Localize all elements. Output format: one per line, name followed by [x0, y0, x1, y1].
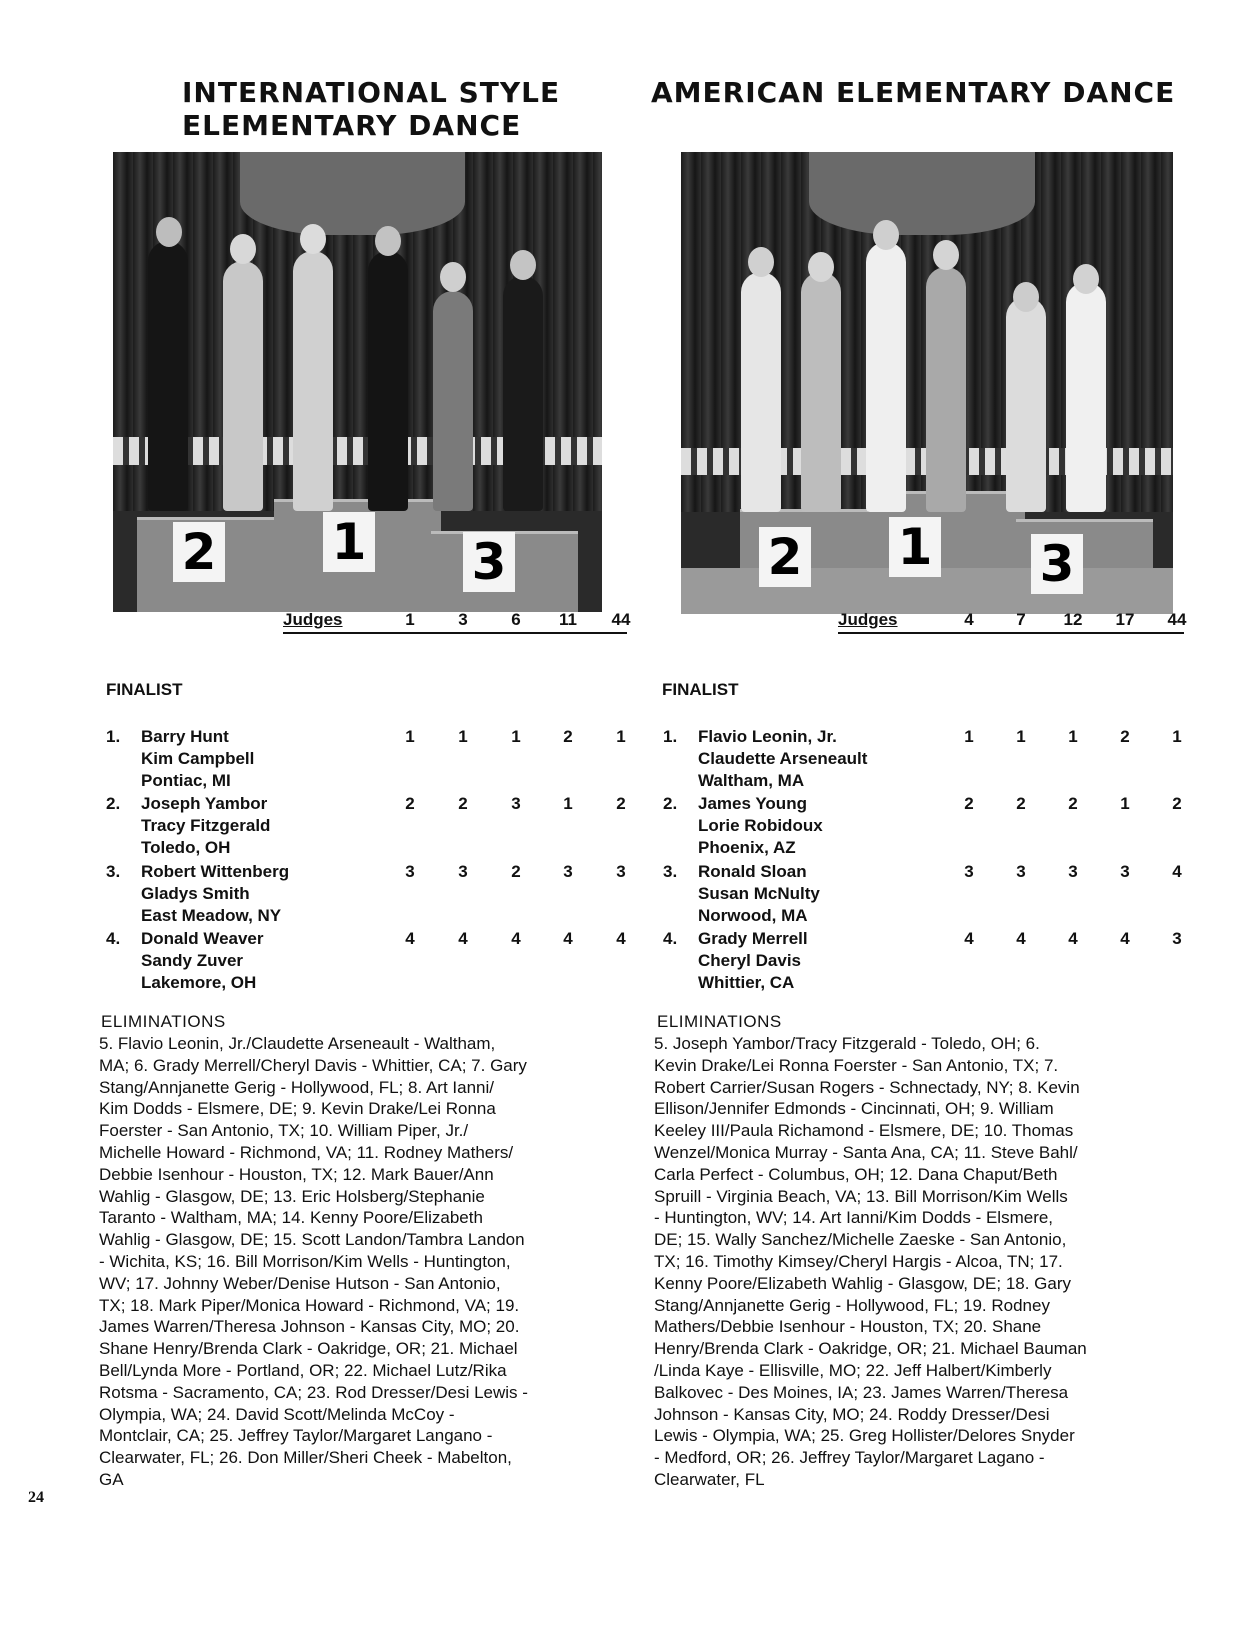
score: 1 — [964, 727, 974, 746]
finalist-location: East Meadow, NY — [141, 906, 282, 925]
finalist-location: Norwood, MA — [698, 906, 808, 925]
score: 4 — [563, 929, 573, 948]
elimination-line: Carla Perfect - Columbus, OH; 12. Dana Chaput/Beth — [654, 1164, 1058, 1184]
finalist-rank: 2. — [106, 794, 121, 813]
finalist-location: Whittier, CA — [698, 973, 795, 992]
finalist-partner: Lorie Robidoux — [698, 816, 823, 835]
judge-number: 12 — [1063, 610, 1083, 629]
score: 2 — [1172, 794, 1182, 813]
elimination-line: Keeley III/Paula Richamond - Elsmere, DE; 10. Thomas — [654, 1121, 1074, 1141]
elimination-line: Kevin Drake/Lei Ronna Foerster - San Antonio, TX; 7. — [654, 1055, 1059, 1075]
finalist-name: Grady Merrell — [698, 929, 808, 948]
score: 2 — [458, 794, 468, 813]
finalist-location: Waltham, MA — [698, 771, 805, 790]
elimination-line: Lewis - Olympia, WA; 25. Greg Hollister/Delores Snyder — [654, 1426, 1075, 1446]
score: 4 — [1172, 862, 1182, 881]
podium-number-first: 1 — [323, 512, 375, 572]
right-podium-photo — [681, 152, 1173, 614]
finalist-name: Ronald Sloan — [698, 862, 807, 881]
score: 4 — [964, 929, 974, 948]
score: 1 — [1120, 794, 1130, 813]
finalist-name: Donald Weaver — [141, 929, 264, 948]
judge-number: 11 — [559, 610, 577, 629]
elimination-line: Robert Carrier/Susan Rogers - Schnectady, NY; 8. Kevin — [654, 1077, 1080, 1097]
finalist-partner: Tracy Fitzgerald — [141, 816, 271, 835]
elimination-line: Wahlig - Glasgow, DE; 15. Scott Landon/Tambra Landon — [99, 1230, 525, 1250]
finalist-location: Lakemore, OH — [141, 973, 257, 992]
elimination-line: Rotsma - Sacramento, CA; 23. Rod Dresser/Desi Lewis - — [99, 1382, 528, 1402]
elimination-line: Foerster - San Antonio, TX; 10. William Piper, Jr./ — [99, 1121, 469, 1141]
elimination-line: 5. Joseph Yambor/Tracy Fitzgerald - Toledo, OH; 6. — [654, 1034, 1040, 1053]
elimination-line: - Medford, OR; 26. Jeffrey Taylor/Margaret Lagano - — [654, 1448, 1045, 1468]
elimination-line: Clearwater, FL — [654, 1469, 765, 1489]
left-podium-photo — [113, 152, 602, 612]
elimination-line: DE; 15. Wally Sanchez/Michelle Zaeske - San Antonio, — [654, 1230, 1067, 1250]
score: 2 — [1016, 794, 1026, 813]
elimination-line: Montclair, CA; 25. Jeffrey Taylor/Margaret Langano - — [99, 1426, 493, 1446]
score: 1 — [1172, 727, 1182, 746]
score: 3 — [405, 862, 415, 881]
elimination-line: TX; 16. Timothy Kimsey/Cheryl Hargis - Alcoa, TN; 17. — [654, 1251, 1063, 1271]
score: 1 — [616, 727, 626, 746]
score: 4 — [458, 929, 468, 948]
elimination-line: /Linda Kaye - Ellisville, MO; 22. Jeff Halbert/Kimberly — [654, 1360, 1052, 1380]
finalist-rank: 1. — [663, 727, 678, 746]
score: 3 — [616, 862, 626, 881]
score: 2 — [1068, 794, 1078, 813]
right-title: AMERICAN ELEMENTARY DANCE — [651, 76, 1176, 109]
score: 1 — [405, 727, 415, 746]
finalist-rank: 4. — [106, 929, 121, 948]
score: 3 — [1068, 862, 1078, 881]
page-number: 24 — [28, 1489, 44, 1506]
left-title-line1: INTERNATIONAL STYLE — [182, 76, 561, 109]
elimination-line: GA — [99, 1469, 124, 1489]
score: 4 — [1016, 929, 1026, 948]
score: 3 — [511, 794, 521, 813]
judge-number: 1 — [405, 610, 415, 629]
finalist-rank: 3. — [106, 862, 121, 881]
elimination-line: Johnson - Kansas City, MO; 24. Roddy Dresser/Desi — [654, 1404, 1050, 1424]
elimination-line: 5. Flavio Leonin, Jr./Claudette Arseneault - Waltham, — [99, 1034, 496, 1053]
elimination-line: TX; 18. Mark Piper/Monica Howard - Richmond, VA; 19. — [99, 1295, 520, 1315]
score: 3 — [563, 862, 573, 881]
finalist-partner: Cheryl Davis — [698, 951, 801, 970]
podium-number-first: 1 — [889, 517, 941, 577]
score: 4 — [616, 929, 626, 948]
elimination-line: Kenny Poore/Elizabeth Wahlig - Glasgow, DE; 18. Gary — [654, 1273, 1072, 1293]
finalist-location: Pontiac, MI — [141, 771, 231, 790]
elimination-line: Kim Dodds - Elsmere, DE; 9. Kevin Drake/Lei Ronna — [99, 1099, 496, 1119]
elimination-line: Bell/Lynda More - Portland, OR; 22. Michael Lutz/Rika — [99, 1360, 507, 1380]
score: 1 — [458, 727, 468, 746]
left-eliminations-heading: ELIMINATIONS — [101, 1012, 226, 1031]
left-finalist-heading: FINALIST — [106, 680, 183, 699]
podium-number-third: 3 — [1031, 534, 1083, 594]
judges-underline — [838, 632, 1184, 634]
finalist-partner: Kim Campbell — [141, 749, 255, 768]
elimination-line: Stang/Annjanette Gerig - Hollywood, FL; 19. Rodney — [654, 1295, 1050, 1315]
elimination-line: Shane Henry/Brenda Clark - Oakridge, OR; 21. Michael — [99, 1339, 518, 1359]
elimination-line: Balkovec - Des Moines, IA; 23. James Warren/Theresa — [654, 1382, 1069, 1402]
podium-number-second: 2 — [173, 522, 225, 582]
elimination-line: WV; 17. Johnny Weber/Denise Hutson - San Antonio, — [99, 1273, 501, 1293]
score: 4 — [1068, 929, 1078, 948]
elimination-line: Wenzel/Monica Murray - Santa Ana, CA; 11. Steve Bahl/ — [654, 1142, 1078, 1162]
finalist-rank: 1. — [106, 727, 121, 746]
judge-number: 44 — [1167, 610, 1187, 629]
elimination-line: Stang/Annjanette Gerig - Hollywood, FL; 8. Art Ianni/ — [99, 1077, 494, 1097]
score: 2 — [511, 862, 521, 881]
finalist-location: Toledo, OH — [141, 838, 231, 857]
judge-number: 6 — [511, 610, 521, 629]
right-finalist-heading: FINALIST — [662, 680, 739, 699]
elimination-line: Clearwater, FL; 26. Don Miller/Sheri Cheek - Mabelton, — [99, 1448, 512, 1468]
finalist-rank: 2. — [663, 794, 678, 813]
score: 4 — [511, 929, 521, 948]
finalist-partner: Sandy Zuver — [141, 951, 244, 970]
score: 3 — [458, 862, 468, 881]
elimination-line: Henry/Brenda Clark - Oakridge, OR; 21. Michael Bauman — [654, 1339, 1087, 1359]
podium-number-third: 3 — [463, 532, 515, 592]
elimination-line: MA; 6. Grady Merrell/Cheryl Davis - Whittier, CA; 7. Gary — [99, 1055, 527, 1075]
right-eliminations-heading: ELIMINATIONS — [657, 1012, 782, 1031]
score: 1 — [563, 794, 573, 813]
score: 1 — [1068, 727, 1078, 746]
judge-number: 7 — [1016, 610, 1026, 629]
finalist-rank: 3. — [663, 862, 678, 881]
score: 3 — [1016, 862, 1026, 881]
finalist-rank: 4. — [663, 929, 678, 948]
elimination-line: Michelle Howard - Richmond, VA; 11. Rodney Mathers/ — [99, 1142, 514, 1162]
elimination-line: Spruill - Virginia Beach, VA; 13. Bill Morrison/Kim Wells — [654, 1186, 1068, 1206]
score: 3 — [1120, 862, 1130, 881]
finalist-partner: Claudette Arseneault — [698, 749, 868, 768]
score: 3 — [1172, 929, 1182, 948]
score: 2 — [964, 794, 974, 813]
finalist-name: James Young — [698, 794, 807, 813]
elimination-line: Wahlig - Glasgow, DE; 13. Eric Holsberg/Stephanie — [99, 1186, 485, 1206]
elimination-line: Olympia, WA; 24. David Scott/Melinda McCoy - — [99, 1404, 455, 1424]
score: 1 — [1016, 727, 1026, 746]
left-title-line2: ELEMENTARY DANCE — [182, 109, 522, 142]
score: 2 — [405, 794, 415, 813]
elimination-line: James Warren/Theresa Johnson - Kansas City, MO; 20. — [99, 1317, 520, 1337]
judges-label: Judges — [283, 610, 343, 629]
score: 1 — [511, 727, 521, 746]
score: 2 — [1120, 727, 1130, 746]
judges-label: Judges — [838, 610, 898, 629]
podium-number-second: 2 — [759, 527, 811, 587]
score: 4 — [1120, 929, 1130, 948]
right-eliminations-text — [654, 1033, 1199, 1491]
score: 4 — [405, 929, 415, 948]
score: 3 — [964, 862, 974, 881]
finalist-partner: Susan McNulty — [698, 884, 820, 903]
elimination-line: - Wichita, KS; 16. Bill Morrison/Kim Wells - Huntington, — [99, 1251, 511, 1271]
finalist-location: Phoenix, AZ — [698, 838, 796, 857]
judge-number: 44 — [611, 610, 631, 629]
elimination-line: Mathers/Debbie Isenhour - Houston, TX; 20. Shane — [654, 1317, 1042, 1337]
elimination-line: Taranto - Waltham, MA; 14. Kenny Poore/Elizabeth — [99, 1208, 483, 1228]
finalist-name: Barry Hunt — [141, 727, 229, 746]
judge-number: 17 — [1115, 610, 1135, 629]
score: 2 — [616, 794, 626, 813]
elimination-line: Ellison/Jennifer Edmonds - Cincinnati, OH; 9. William — [654, 1099, 1054, 1119]
finalist-name: Flavio Leonin, Jr. — [698, 727, 837, 746]
left-eliminations-text — [99, 1033, 639, 1491]
elimination-line: Debbie Isenhour - Houston, TX; 12. Mark Bauer/Ann — [99, 1164, 494, 1184]
judge-number: 3 — [458, 610, 468, 629]
finalist-name: Joseph Yambor — [141, 794, 268, 813]
judge-number: 4 — [964, 610, 974, 629]
finalist-name: Robert Wittenberg — [141, 862, 290, 881]
judges-underline — [283, 632, 627, 634]
elimination-line: - Huntington, WV; 14. Art Ianni/Kim Dodds - Elsmere, — [654, 1208, 1054, 1228]
finalist-partner: Gladys Smith — [141, 884, 250, 903]
score: 2 — [563, 727, 573, 746]
